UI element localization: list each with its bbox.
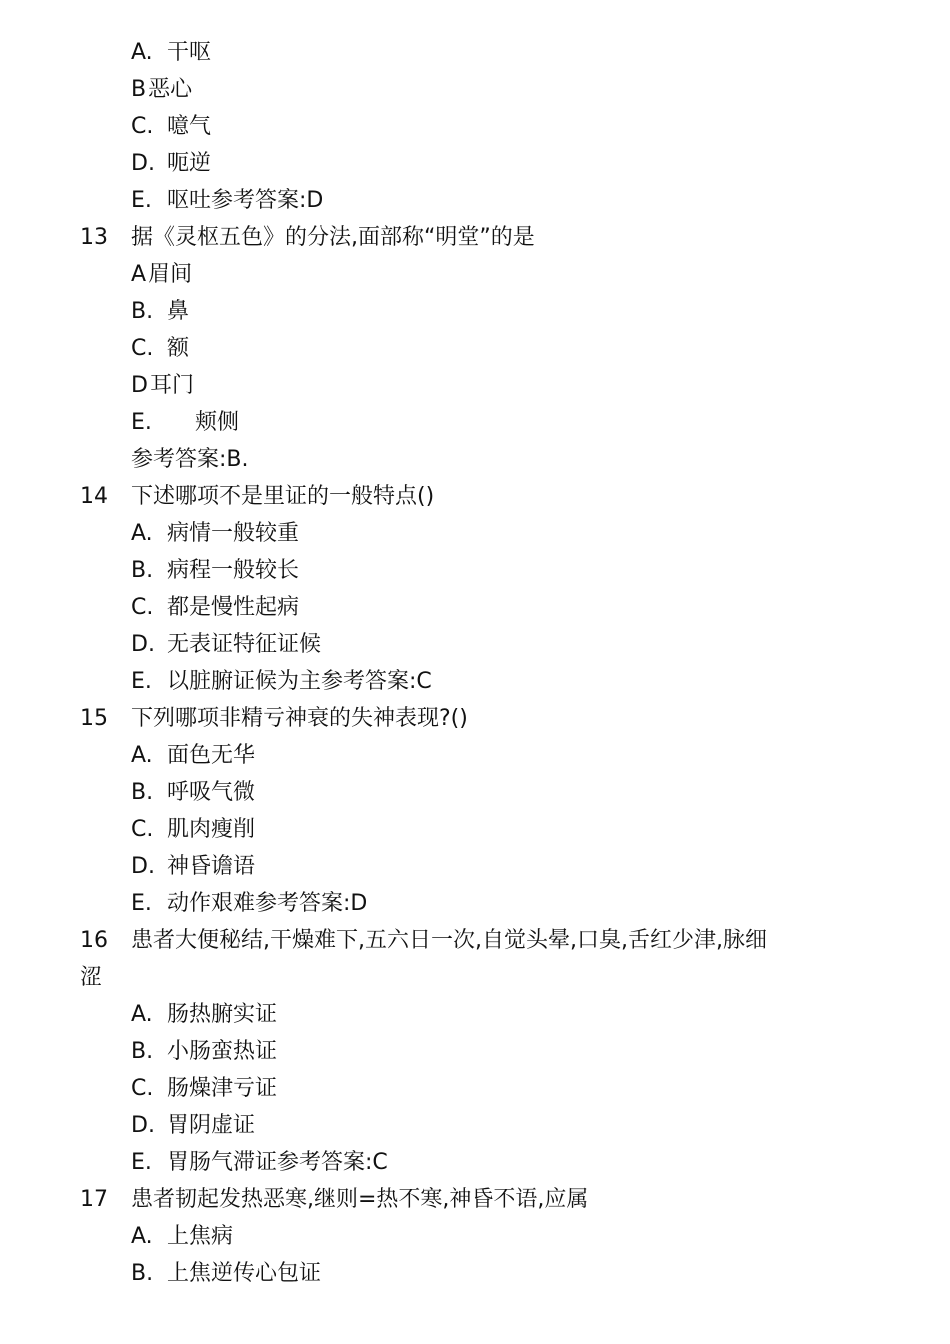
option-text: 以脏腑证候为主参考答案:C	[167, 669, 432, 694]
question-text: 据《灵枢五色》的分法,面部称“明堂”的是	[131, 225, 535, 250]
option-text: 呕吐参考答案:D	[167, 188, 324, 213]
option-text: 无表证特征证候	[167, 632, 322, 657]
option-letter: B.	[131, 1261, 154, 1286]
option-text: 干呕	[167, 40, 212, 65]
option-letter: C.	[131, 1076, 154, 1101]
option-text: 参考答案:B.	[131, 447, 249, 472]
option-text: 呃逆	[167, 151, 212, 176]
option-letter: E.	[131, 669, 152, 694]
option-text: 上焦病	[167, 1224, 234, 1249]
option-letter: A	[131, 262, 147, 287]
option-letter: B.	[131, 780, 154, 805]
option-letter: A.	[131, 743, 153, 768]
option-letter: E.	[131, 1150, 152, 1175]
option-letter: A.	[131, 40, 153, 65]
option-text: 噫气	[167, 114, 212, 139]
option-text: 小肠蛮热证	[167, 1039, 278, 1064]
option-letter: B.	[131, 558, 154, 583]
option-letter: E.	[131, 891, 152, 916]
option-letter: A.	[131, 1002, 153, 1027]
option-text: 都是慢性起病	[167, 595, 300, 620]
option-text: 呼吸气微	[167, 780, 256, 805]
option-letter: E.	[131, 410, 152, 435]
option-text: 病情一般较重	[167, 521, 300, 546]
option-text: 上焦逆传心包证	[167, 1261, 322, 1286]
option-letter: A.	[131, 521, 153, 546]
option-letter: B.	[131, 299, 154, 324]
option-letter: C.	[131, 595, 154, 620]
option-letter: C.	[131, 114, 154, 139]
question-number: 14	[80, 484, 108, 509]
option-text: 神昏谵语	[167, 854, 256, 879]
option-letter: D.	[131, 151, 155, 176]
option-text: 额	[167, 336, 190, 361]
question-text: 下列哪项非精亏神衰的失神表现?()	[131, 706, 468, 731]
question-number: 13	[80, 225, 108, 250]
option-letter: B.	[131, 1039, 154, 1064]
option-letter: B	[131, 77, 147, 102]
question-text: 患者韧起发热恶寒,继则=热不寒,神昏不语,应属	[131, 1187, 589, 1212]
option-text: 耳门	[149, 373, 194, 398]
option-text: 胃肠气滞证参考答案:C	[167, 1150, 388, 1175]
option-text: 肠热腑实证	[167, 1002, 278, 1027]
option-text: 胃阴虚证	[167, 1113, 256, 1138]
option-text: 鼻	[167, 299, 190, 324]
option-text: 肌肉瘦削	[167, 817, 256, 842]
option-letter: D.	[131, 854, 155, 879]
option-letter: E.	[131, 188, 152, 213]
question-number: 17	[80, 1187, 108, 1212]
option-letter: D	[131, 373, 148, 398]
option-text: 面色无华	[167, 743, 256, 768]
option-text: 肠燥津亏证	[167, 1076, 278, 1101]
option-letter: A.	[131, 1224, 153, 1249]
question-text: 下述哪项不是里证的一般特点()	[131, 484, 435, 509]
question-text: 涩	[80, 965, 103, 990]
option-letter: D.	[131, 1113, 155, 1138]
question-text: 患者大便秘结,干燥难下,五六日一次,自觉头晕,口臭,舌红少津,脉细	[131, 928, 767, 953]
option-text: 颊侧	[195, 410, 240, 435]
option-text: 动作艰难参考答案:D	[167, 891, 368, 916]
option-text: 病程一般较长	[167, 558, 300, 583]
question-number: 15	[80, 706, 108, 731]
question-number: 16	[80, 928, 108, 953]
option-letter: C.	[131, 817, 154, 842]
option-letter: D.	[131, 632, 155, 657]
option-text: 眉间	[148, 262, 193, 287]
option-text: 恶心	[148, 77, 193, 102]
option-letter: C.	[131, 336, 154, 361]
